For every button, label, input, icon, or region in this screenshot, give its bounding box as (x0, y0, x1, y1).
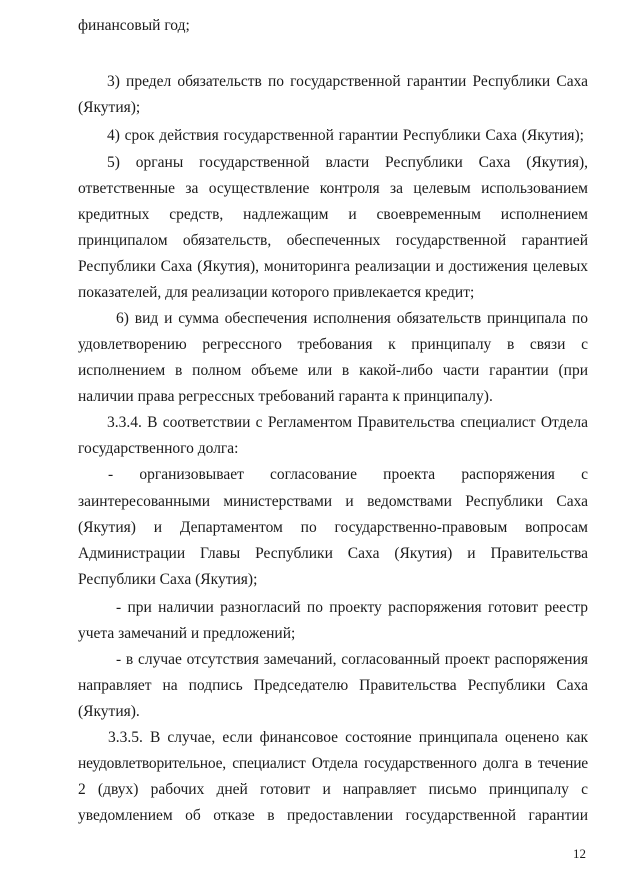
text-line: 2 (двух) рабочих дней готовит и направляет письмо принципалу с (78, 781, 588, 798)
text-line: уведомлением об отказе в предоставлении государственной гарантии (78, 807, 588, 824)
text-line: 6) вид и сумма обеспечения исполнения обязательств принципала по (116, 310, 588, 327)
text-line: государственного долга: (78, 440, 239, 457)
text-line: показателей, для реализации которого привлекается кредит; (78, 284, 475, 301)
text-line: ответственные за осуществление контроля за целевым использованием (78, 180, 588, 197)
text-line: 5) органы государственной власти Республики Саха (Якутия), (107, 154, 588, 171)
text-line: (Якутия); (78, 99, 141, 116)
text-line: заинтересованными министерствами и ведомствами Республики Саха (78, 493, 588, 510)
text-line: неудовлетворительное, специалист Отдела государственного долга в течение (78, 755, 588, 772)
text-line: 4) срок действия государственной гарантии Республики Саха (Якутия); (107, 127, 584, 144)
text-line: направляет на подпись Председателю Правительства Республики Саха (78, 677, 588, 694)
text-line: учета замечаний и предложений; (78, 625, 296, 642)
text-line: - при наличии разногласий по проекту распоряжения готовит реестр (116, 599, 588, 616)
text-line: принципалом обязательств, обеспеченных государственной гарантией (78, 232, 588, 249)
text-line: Республики Саха (Якутия), мониторинга реализации и достижения целевых (78, 258, 588, 275)
text-line: - в случае отсутствия замечаний, согласованный проект распоряжения (116, 651, 588, 668)
text-line: - организовывает согласование проекта распоряжения с (108, 466, 588, 483)
page-number: 12 (573, 846, 586, 861)
text-line: исполнением в полном объеме или в какой-либо части гарантии (при (78, 362, 588, 379)
text-line: Администрации Главы Республики Саха (Якутия) и Правительства (78, 545, 588, 562)
text-line: 3.3.4. В соответствии с Регламентом Правительства специалист Отдела (107, 414, 588, 431)
text-line: 3.3.5. В случае, если финансовое состояние принципала оценено как (108, 729, 588, 746)
text-line: удовлетворению регрессного требования к принципалу в связи с (78, 336, 588, 353)
text-line: кредитных средств, надлежащим и своевременным исполнением (78, 206, 588, 223)
text-line: наличии права регрессных требований гаранта к принципалу). (78, 388, 493, 405)
text-line: (Якутия) и Департаментом по государственно-правовым вопросам (78, 519, 588, 536)
text-line: 3) предел обязательств по государственной гарантии Республики Саха (107, 73, 588, 90)
text-line: финансовый год; (78, 17, 190, 34)
text-line: (Якутия). (78, 703, 140, 720)
text-line: Республики Саха (Якутия); (78, 571, 258, 588)
